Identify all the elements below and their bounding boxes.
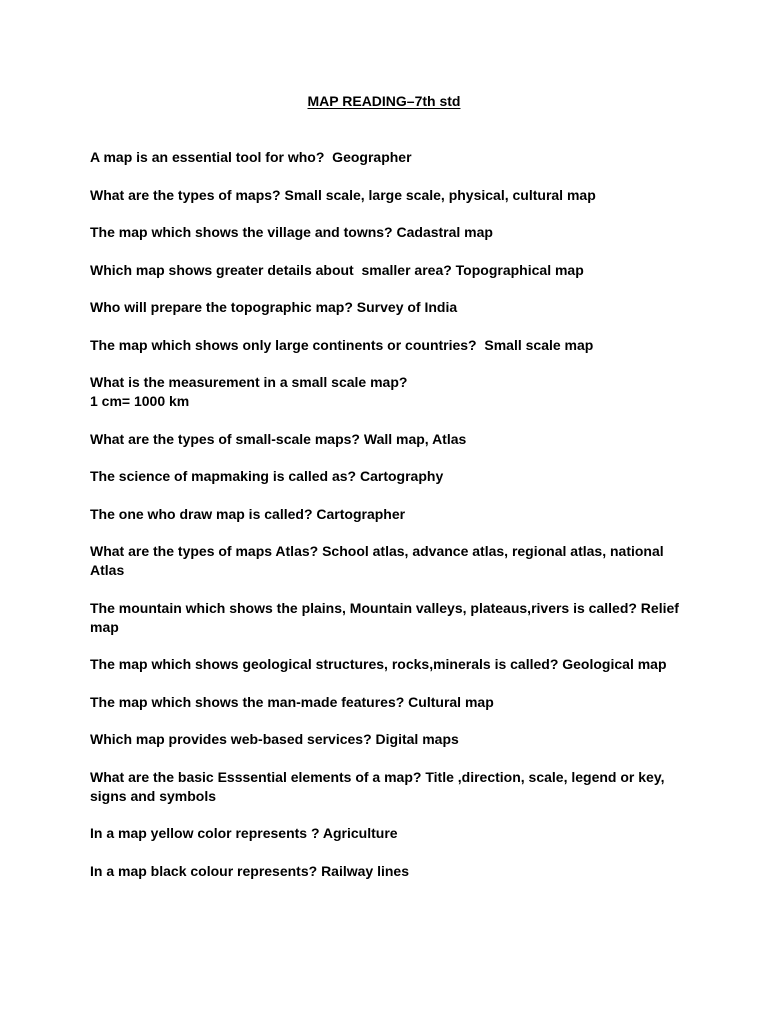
qa-line: What are the basic Esssential elements of a map? Title ,direction, scale, legend or key, signs and symbols bbox=[90, 768, 669, 804]
qa-line: What is the measurement in a small scale map? 1 cm= 1000 km bbox=[90, 374, 408, 409]
qa-list bbox=[90, 148, 690, 899]
qa-line: What are the types of maps Atlas? School atlas, advance atlas, regional atlas, national Atlas bbox=[90, 543, 668, 578]
qa-line: What are the types of maps? Small scale, large scale, physical, cultural map bbox=[90, 186, 596, 203]
qa-line: The one who draw map is called? Cartographer bbox=[90, 505, 406, 522]
page-title bbox=[0, 93, 768, 110]
qa-line: What are the types of small-scale maps? Wall map, Atlas bbox=[90, 430, 467, 447]
qa-line: Who will prepare the topographic map? Survey of India bbox=[90, 299, 458, 315]
qa-line: The map which shows only large continents or countries? Small scale map bbox=[90, 336, 594, 353]
qa-line: The map which shows geological structures, rocks,minerals is called? Geological map bbox=[90, 656, 667, 672]
page-title-text: MAP READING–7th std bbox=[307, 93, 461, 109]
qa-line: The map which shows the village and towns? Cadastral map bbox=[90, 224, 493, 240]
qa-line: The mountain which shows the plains, Mountain valleys, plateaus,rivers is called? Relief map bbox=[90, 599, 683, 635]
qa-line: Which map shows greater details about smaller area? Topographical map bbox=[90, 261, 584, 278]
qa-line: Which map provides web-based services? Digital maps bbox=[90, 731, 459, 747]
qa-line: The map which shows the man-made features? Cultural map bbox=[90, 693, 494, 710]
qa-line: In a map black colour represents? Railway lines bbox=[90, 862, 410, 879]
qa-line: In a map yellow color represents ? Agriculture bbox=[90, 825, 398, 841]
qa-line: A map is an essential tool for who? Geographer bbox=[90, 149, 412, 165]
qa-line: The science of mapmaking is called as? Cartography bbox=[90, 468, 444, 484]
